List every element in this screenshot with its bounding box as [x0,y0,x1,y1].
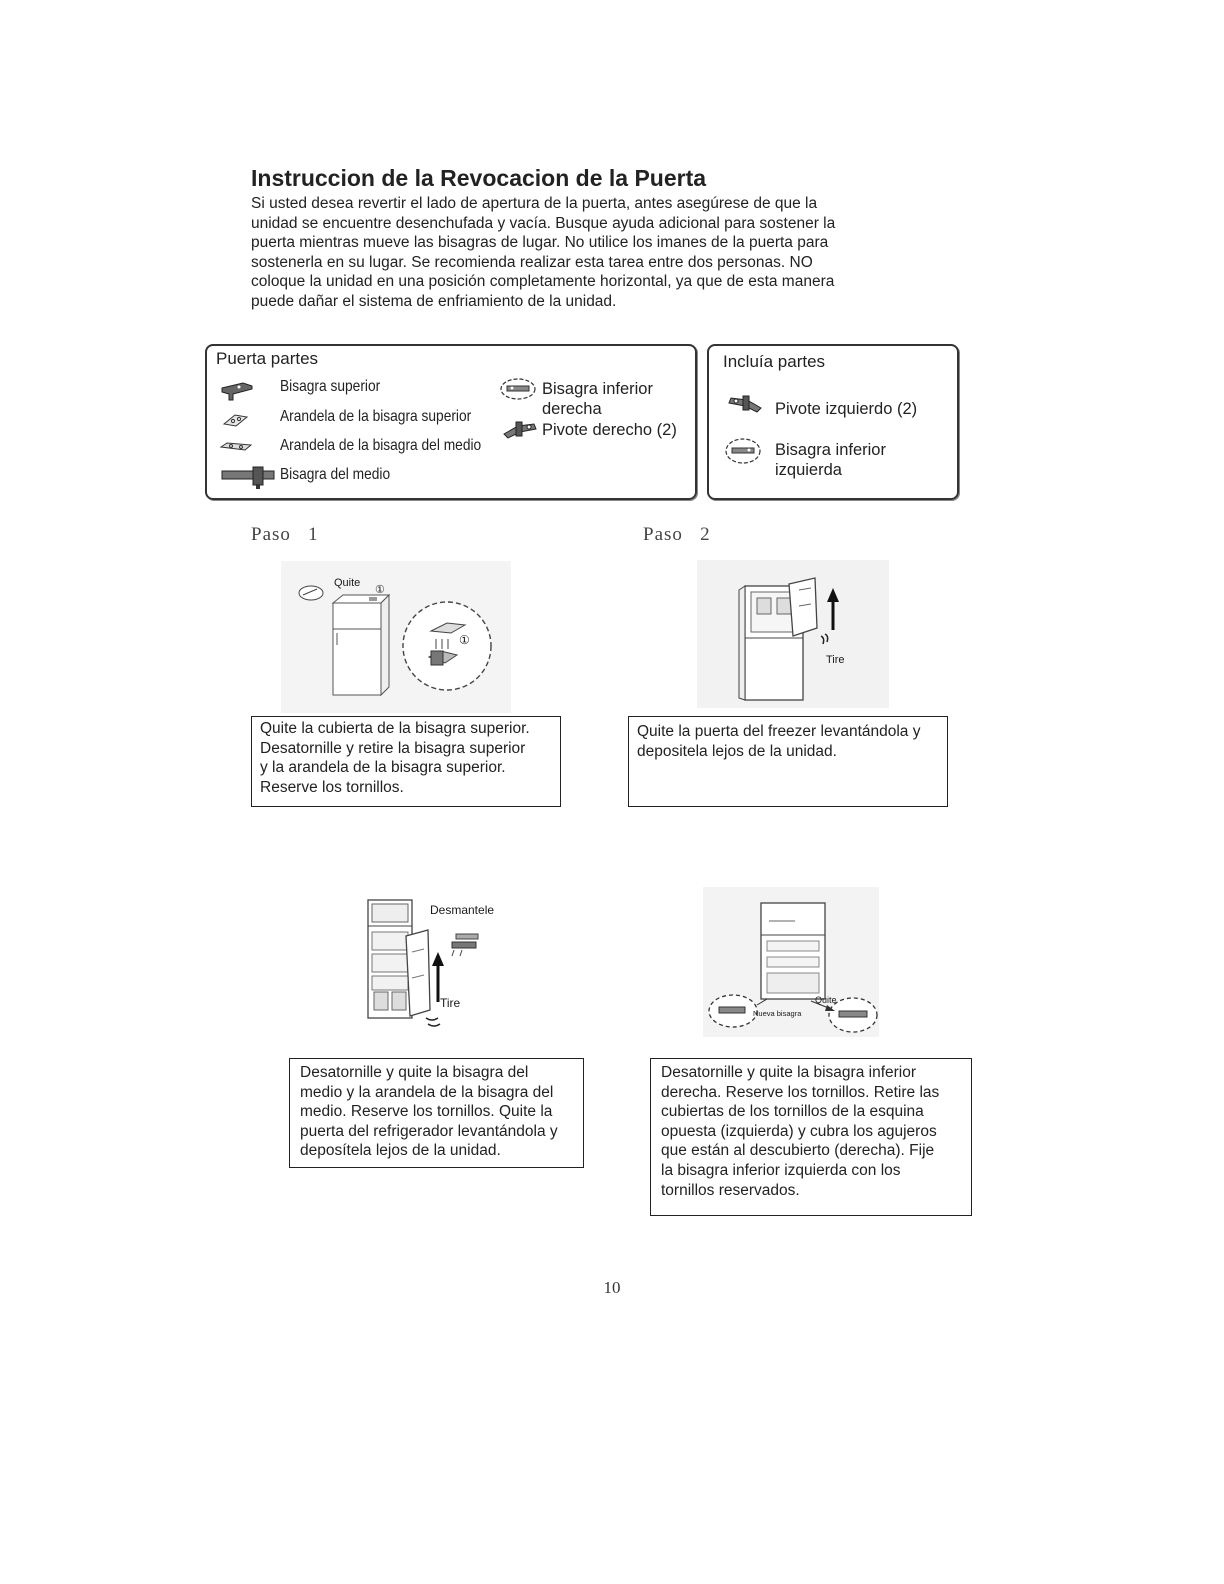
step2-line: Quite la puerta del freezer levantándola y [637,723,921,740]
part-label: Pivote derecho (2) [542,421,677,439]
tire-label: Tire [440,996,461,1010]
left-pivot-icon [725,392,765,416]
tire-label: Tire [826,654,845,666]
step4-line: la bisagra inferior izquierda con los [661,1161,901,1179]
step4-line: tornillos reservados. [661,1181,800,1199]
step3-line: Desatornille y quite la bisagra del [300,1064,529,1081]
step1-figure [281,561,511,713]
part-label: Bisagra superior [280,378,381,395]
step3-figure [362,892,495,1032]
upper-hinge-icon [219,379,255,403]
part-label-line: Bisagra inferior [542,380,653,398]
step1-instructions [251,716,561,807]
intro-paragraph [251,194,911,312]
intro-line: sostenerla en su lugar. Se recomienda realizar esta tarea entre dos personas. NO [251,253,813,271]
step4-line: derecha. Reserve los tornillos. Retire las [661,1083,940,1101]
part-label [542,379,653,419]
step4-line: Desatornille y quite la bisagra inferior [661,1064,917,1081]
page-title: Instruccion de la Revocacion de la Puerta [251,165,707,191]
quite-label: Quite [334,577,361,589]
step4-line: opuesta (izquierda) y cubra los agujeros [661,1122,937,1140]
step1-line: y la arandela de la bisagra superior. [260,759,506,777]
desmantele-label: Desmantele [430,903,495,917]
intro-line: puede dañar el sistema de enfriamiento de la unidad. [251,292,617,310]
step1-heading: Paso 1 [251,524,319,545]
part-label: Arandela de la bisagra del medio [280,437,482,454]
upper-washer-icon [221,410,251,430]
step2-illustration [697,560,889,708]
part-label-line: derecha [542,400,602,418]
step3-line: deposítela lejos de la unidad. [300,1142,501,1160]
part-label: Bisagra del medio [280,466,391,483]
step1-line: Desatornille y retire la bisagra superior [260,739,526,757]
door-parts-box [205,344,697,500]
included-parts-box [707,344,959,500]
step3-line: medio y la arandela de la bisagra del [300,1083,554,1101]
part-label: Pivote izquierdo (2) [775,400,918,418]
part-label: Arandela de la bisagra superior [280,408,472,425]
middle-hinge-icon [219,464,279,490]
lower-left-hinge-icon [723,436,763,466]
step2-instructions [628,716,948,807]
step2-figure [697,560,889,708]
step4-instructions [650,1058,972,1216]
step3-line: puerta del refrigerador levantándola y [300,1122,558,1140]
intro-line: puerta mientras mueve las bisagras de lugar. No utilice los imanes de la puerta para [251,234,829,252]
middle-washer-icon [219,440,255,456]
marker-label: ① [459,633,470,647]
step3-instructions [289,1058,584,1168]
right-pivot-icon [500,418,540,442]
part-label-line: Bisagra inferior [775,441,886,459]
step2-heading: Paso 2 [643,524,711,545]
intro-line: coloque la unidad en una posición completamente horizontal, ya que de esta manera [251,273,835,291]
step4-figure [703,887,879,1037]
included-parts-title: Incluía partes [723,352,826,371]
step1-line: Quite la cubierta de la bisagra superior. [260,720,530,737]
door-parts-title: Puerta partes [216,349,319,368]
step4-line: cubiertas de los tornillos de la esquina [661,1103,924,1121]
new-hinge-label: Nueva bisagra [753,1009,802,1018]
step1-illustration [281,561,511,713]
step4-line: que están al descubierto (derecha). Fije [661,1142,935,1160]
quite-label: Quite [815,995,837,1005]
step3-line: medio. Reserve los tornillos. Quite la [300,1103,553,1121]
part-label-line: izquierda [775,461,842,479]
marker-label: ① [375,584,385,596]
intro-line: Si usted desea revertir el lado de apertura de la puerta, antes asegúrese de que la [251,195,818,212]
page-number: 10 [603,1278,621,1297]
step2-line: depositela lejos de la unidad. [637,742,837,760]
part-label [775,440,886,480]
intro-line: unidad se encuentre desenchufada y vacía. Busque ayuda adicional para sostener la [251,214,836,232]
lower-right-hinge-icon [498,376,538,402]
step1-line: Reserve los tornillos. [260,778,404,796]
